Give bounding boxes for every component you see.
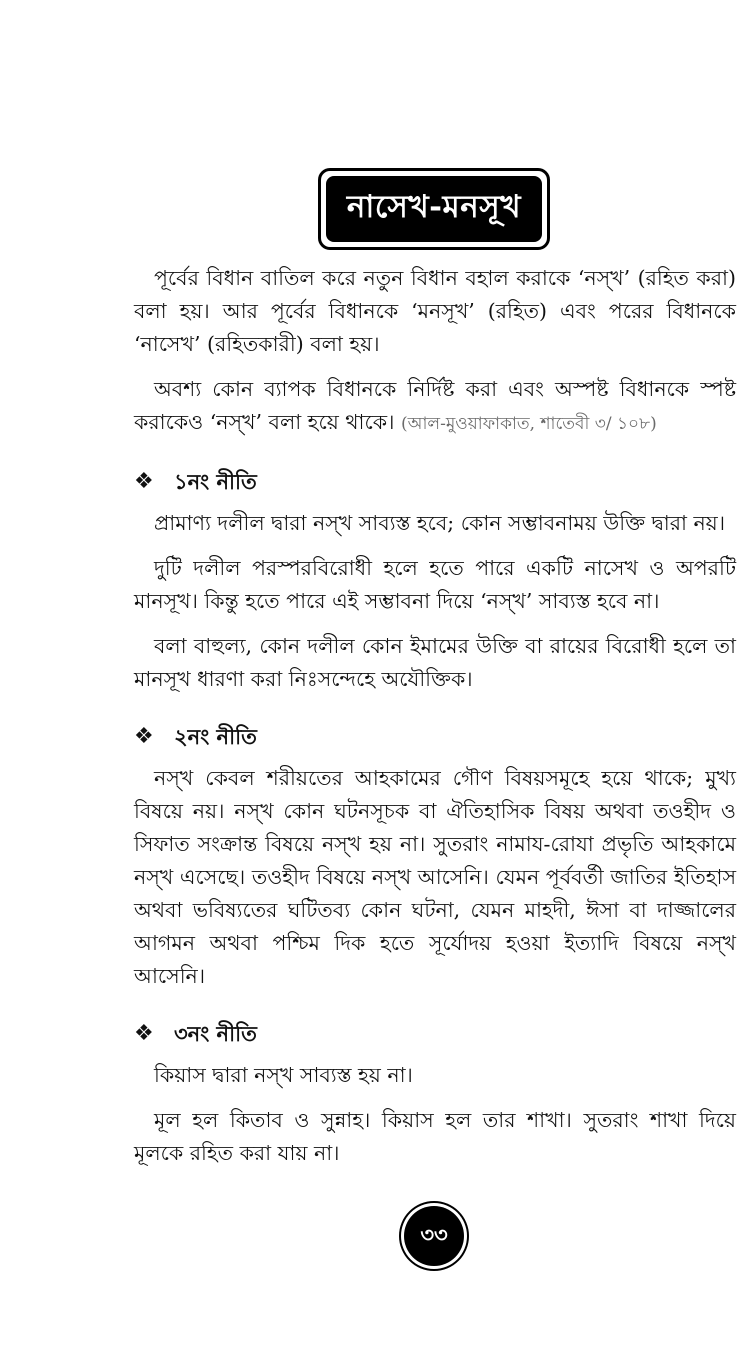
section-1-paragraph-1: প্রামাণ্য দলীল দ্বারা নস্‌খ সাব্যস্ত হবে; কোন সম্ভাবনাময় উক্তি দ্বারা নয়। xyxy=(154,511,726,535)
chapter-title: নাসেখ-মনসূখ xyxy=(326,176,542,242)
section-3-paragraph-1: কিয়াস দ্বারা নস্‌খ সাব্যস্ত হয় না। xyxy=(154,1063,413,1087)
section-heading-text: ৩নং নীতি xyxy=(174,1021,257,1046)
section-1-paragraph-2: দুটি দলীল পরস্পরবিরোধী হলে হতে পারে একটি নাসেখ ও অপরটি মানসূখ। কিন্তু হতে পারে এই সম্ভাবনা দিয়ে ‘নস্‌খ’ সাব্যস্ত হবে না। xyxy=(134,556,736,613)
section-3-paragraph-2: মূল হল কিতাব ও সুন্নাহ। কিয়াস হল তার শাখা। সুতরাং শাখা দিয়ে মূলকে রহিত করা যায় না। xyxy=(134,1108,736,1165)
diamond-bullet-icon: ❖ xyxy=(134,724,154,749)
intro-paragraph-2-text: অবশ্য কোন ব্যাপক বিধানকে নির্দিষ্ট করা এবং অস্পষ্ট বিধানকে স্পষ্ট করাকেও ‘নস্‌খ’ বলা হয়ে থাকে। xyxy=(134,377,736,434)
section-heading-text: ১নং নীতি xyxy=(174,469,257,494)
section-heading-1 xyxy=(134,465,736,499)
intro-paragraph-2 xyxy=(134,373,736,441)
intro-paragraph-1: পূর্বের বিধান বাতিল করে নতুন বিধান বহাল করাকে ‘নস্‌খ’ (রহিত করা) বলা হয়। আর পূর্বের বিধানকে ‘মনসূখ’ (রহিত) এবং পরের বিধানকে ‘নাসেখ’ (রহিতকারী) বলা হয়। xyxy=(134,266,736,356)
diamond-bullet-icon: ❖ xyxy=(134,1021,154,1046)
section-heading-text: ২নং নীতি xyxy=(174,724,257,749)
page-number: ৩৩ xyxy=(404,1206,464,1266)
diamond-bullet-icon: ❖ xyxy=(134,469,154,494)
section-heading-2 xyxy=(134,720,736,754)
section-1-paragraph-3: বলা বাহুল্য, কোন দলীল কোন ইমামের উক্তি বা রায়ের বিরোধী হলে তা মানসূখ ধারণা করা নিঃসন্দেহে অযৌক্তিক। xyxy=(134,634,736,691)
page-content xyxy=(134,262,736,1182)
chapter-title-frame xyxy=(318,168,550,250)
citation: (আল-মুওয়াফাকাত, শাতেবী ৩/ ১০৮) xyxy=(400,414,657,434)
section-2-paragraph-1: নস্‌খ কেবল শরীয়তের আহকামের গৌণ বিষয়সমূহে হয়ে থাকে; মুখ্য বিষয়ে নয়। নস্‌খ কোন ঘটনসূচক বা ঐতিহাসিক বিষয় অথবা তওহীদ ও সিফাত সংক্রান্ত বিষয়ে নস্‌খ হয় না। সুতরাং নামায-রোযা প্রভৃতি আহকামে নস্‌খ এসেছে। তওহীদ বিষয়ে নস্‌খ আসেনি। যেমন পূর্ববর্তী জাতির ইতিহাস অথবা ভবিষ্যতের ঘটিতব্য কোন ঘটনা, যেমন মাহদী, ঈসা বা দাজ্জালের আগমন অথবা পশ্চিম দিক হতে সূর্যোদয় হওয়া ইত্যাদি বিষয়ে নস্‌খ আসেনি। xyxy=(134,766,736,988)
section-heading-3 xyxy=(134,1017,736,1051)
